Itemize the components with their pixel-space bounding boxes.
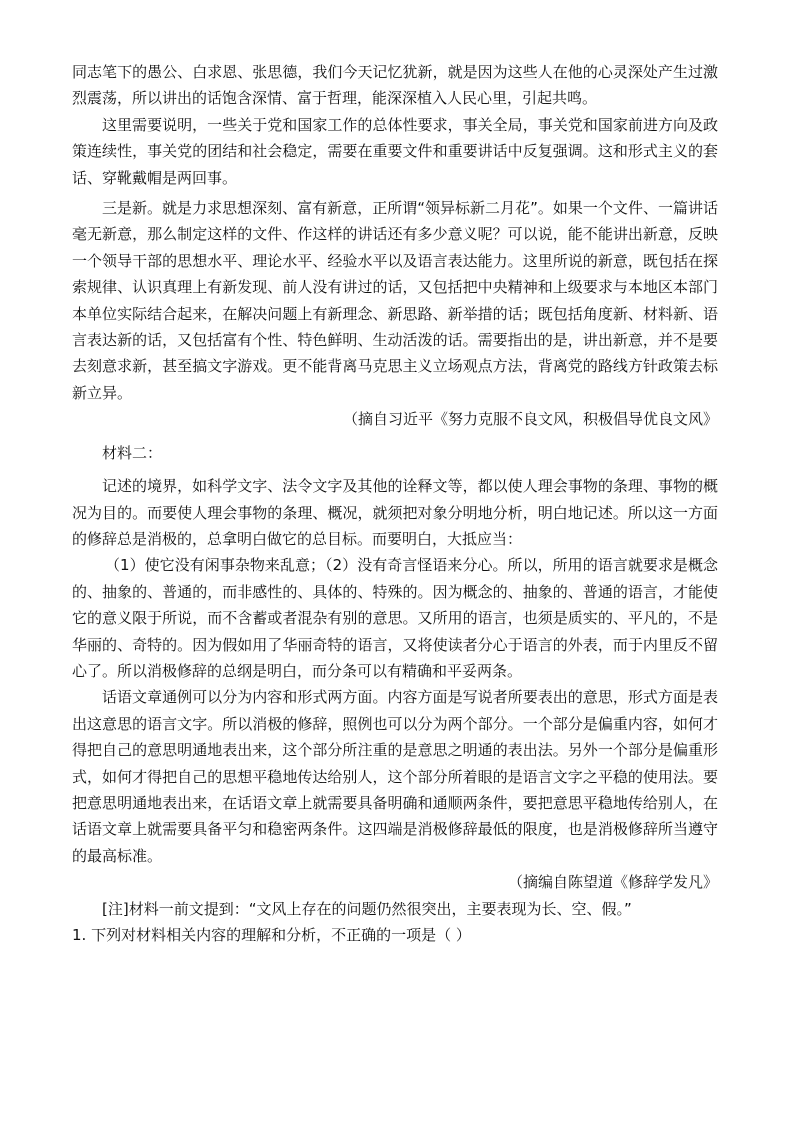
source-citation-2: （摘编自陈望道《修辞学发凡》 [507, 873, 718, 892]
paragraph-clarification: 这里需要说明，一些关于党和国家工作的总体性要求，事关全局，事关党和国家前进方向及政策连续性，事关党的团结和社会稳定，需要在重要文件和重要讲话中反复强调。这和形式主义的套话、穿靴戴帽是两回事。 [72, 115, 718, 187]
document-page [72, 59, 718, 948]
paragraph-conditions: （1）使它没有闲事杂物来乱意；（2）没有奇言怪语来分心。所以，所用的语言就要求是概念的、抽象的、普通的，而非感性的、具体的、特殊的。因为概念的、抽象的、普通的语言，才能使它的意义限于所说，而不含蓄或者混杂有别的意思。又所用的语言，也须是质实的、平凡的，不是华丽的、奇特的。因为假如用了华丽奇特的语言，又将使读者分心于语言的外表，而于内里反不留心了。所以消极修辞的总纲是明白，而分条可以有精确和平妥两条。 [72, 556, 718, 680]
annotation-note: [注]材料一前文提到：“文风上存在的问题仍然很突出，主要表现为长、空、假。” [102, 899, 632, 918]
question-text: 下列对材料相关内容的理解和分析，不正确的一项是（ ） [91, 926, 471, 944]
question-number: 1. [72, 926, 87, 944]
paragraph-continuation: 同志笔下的愚公、白求恩、张思德，我们今天记忆犹新，就是因为这些人在他的心灵深处产生过激烈震荡，所以讲出的话饱含深情、富于哲理，能深深植入人民心里，引起共鸣。 [72, 63, 718, 108]
paragraph-narration: 记述的境界，如科学文字、法令文字及其他的诠释文等，都以使人理会事物的条理、事物的概况为目的。而要使人理会事物的条理、概况，就须把对象分明地分析，明白地记述。所以这一方面的修辞总是消极的，总拿明白做它的总目标。而要明白，大抵应当： [72, 477, 718, 548]
paragraph-novelty: 三是新。就是力求思想深刻、富有新意，正所谓“领异标新二月花”。如果一个文件、一篇讲话毫无新意，那么制定这样的文件、作这样的讲话还有多少意义呢？可以说，能不能讲出新意，反映一个领导干部的思想水平、理论水平、经验水平以及语言表达能力。这里所说的新意，既包括在探索规律、认识真理上有新发现、前人没有讲过的话，又包括把中央精神和上级要求与本地区本部门本单位实际结合起来，在解决问题上有新理念、新思路、新举措的话；既包括角度新、材料新、语言表达新的话，又包括富有个性、特色鲜明、生动活泼的话。需要指出的是，讲出新意，并不是要去刻意求新，甚至搞文字游戏。更不能背离马克思主义立场观点方法，背离党的路线方针政策去标新立异。 [72, 199, 718, 402]
paragraph-content-form: 话语文章通例可以分为内容和形式两方面。内容方面是写说者所要表出的意思，形式方面是表出这意思的语言文字。所以消极的修辞，照例也可以分为两个部分。一个部分是偏重内容，如何才得把自己的意思明通地表出来，这个部分所注重的是意思之明通的表出法。另外一个部分是偏重形式，如何才得把自己的思想平稳地传达给别人，这个部分所着眼的是语言文字之平稳的使用法。要把意思明通地表出来，在话语文章上就需要具备明确和通顺两条件，要把意思平稳地传给别人，在话语文章上就需要具备平匀和稳密两条件。这四端是消极修辞最低的限度，也是消极修辞所当遵守的最高标准。 [72, 688, 718, 865]
question-1 [72, 922, 718, 948]
material-two-heading: 材料二： [102, 443, 163, 462]
source-citation-1: （摘自习近平《努力克服不良文风，积极倡导优良文风》 [342, 410, 718, 429]
